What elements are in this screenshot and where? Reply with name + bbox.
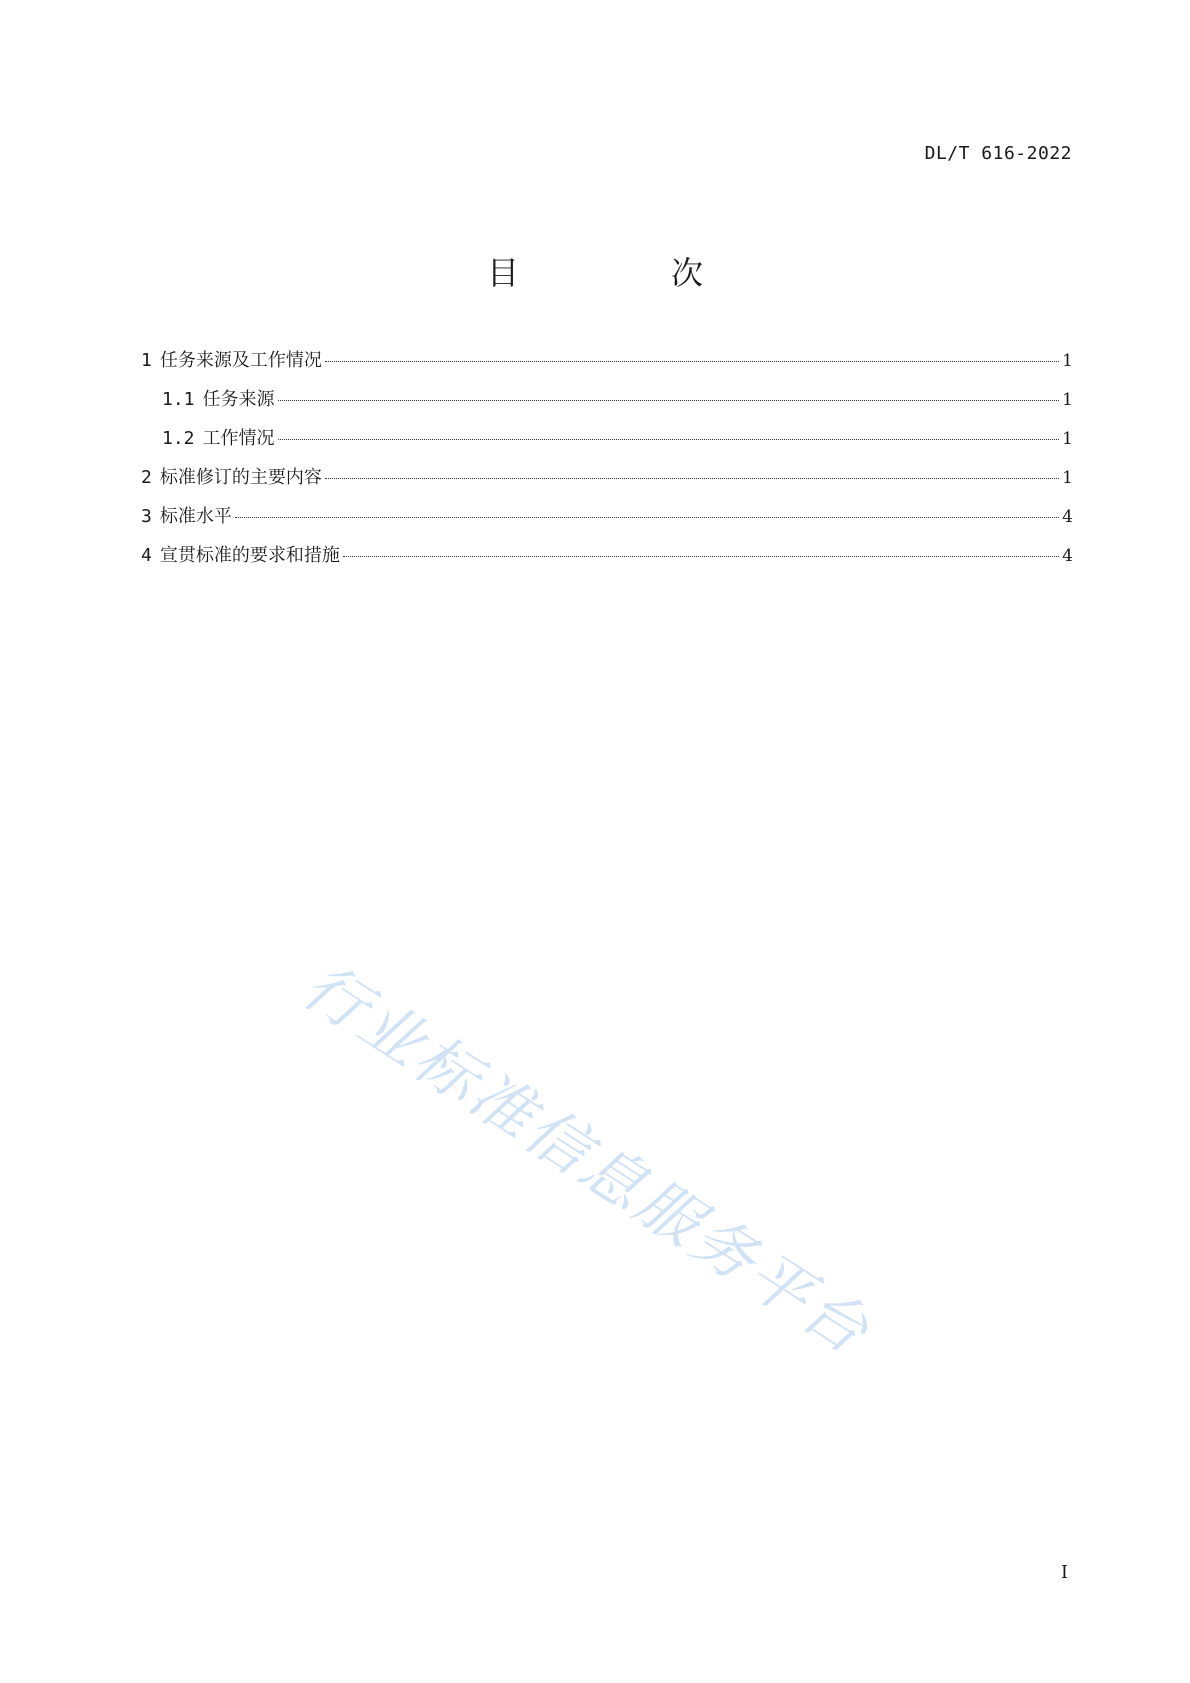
toc-entry-number: 1.1: [162, 389, 195, 410]
toc-entry-number: 1.2: [162, 428, 195, 449]
toc-entry-page: 1: [1062, 468, 1073, 488]
toc-entry-page: 1: [1062, 351, 1073, 371]
toc-entry-number: 4: [141, 545, 152, 566]
toc-entry-number: 2: [141, 467, 152, 488]
table-of-contents: [141, 346, 1073, 580]
toc-entry-title: 标准水平: [159, 506, 232, 527]
toc-dot-leader: [278, 439, 1060, 440]
toc-entry-page: 1: [1062, 429, 1073, 449]
toc-entry[interactable]: [141, 502, 1073, 541]
toc-entry-title: 宣贯标准的要求和措施: [159, 545, 340, 566]
toc-entry-page: 4: [1062, 507, 1073, 527]
toc-dot-leader: [235, 517, 1059, 518]
page-number: I: [1060, 1562, 1068, 1583]
watermark: 行业标准信息服务平台: [290, 948, 884, 1370]
toc-entry[interactable]: [141, 385, 1073, 424]
toc-entry-title: 工作情况: [202, 428, 275, 449]
toc-entry[interactable]: [141, 346, 1073, 385]
toc-entry-page: 1: [1062, 390, 1073, 410]
toc-dot-leader: [325, 478, 1059, 479]
toc-entry[interactable]: [141, 463, 1073, 502]
toc-entry-title: 任务来源: [202, 389, 275, 410]
toc-dot-leader: [325, 361, 1059, 362]
toc-entry-title: 标准修订的主要内容: [159, 467, 322, 488]
toc-entry-title: 任务来源及工作情况: [159, 350, 322, 371]
toc-entry[interactable]: [141, 424, 1073, 463]
toc-dot-leader: [343, 556, 1059, 557]
toc-entry-page: 4: [1062, 546, 1073, 566]
page-title: 目 次: [486, 254, 763, 292]
toc-entry-number: 3: [141, 506, 152, 527]
toc-entry-number: 1: [141, 350, 152, 371]
document-code: DL/T 616-2022: [924, 143, 1072, 164]
toc-dot-leader: [278, 400, 1060, 401]
toc-entry[interactable]: [141, 541, 1073, 580]
